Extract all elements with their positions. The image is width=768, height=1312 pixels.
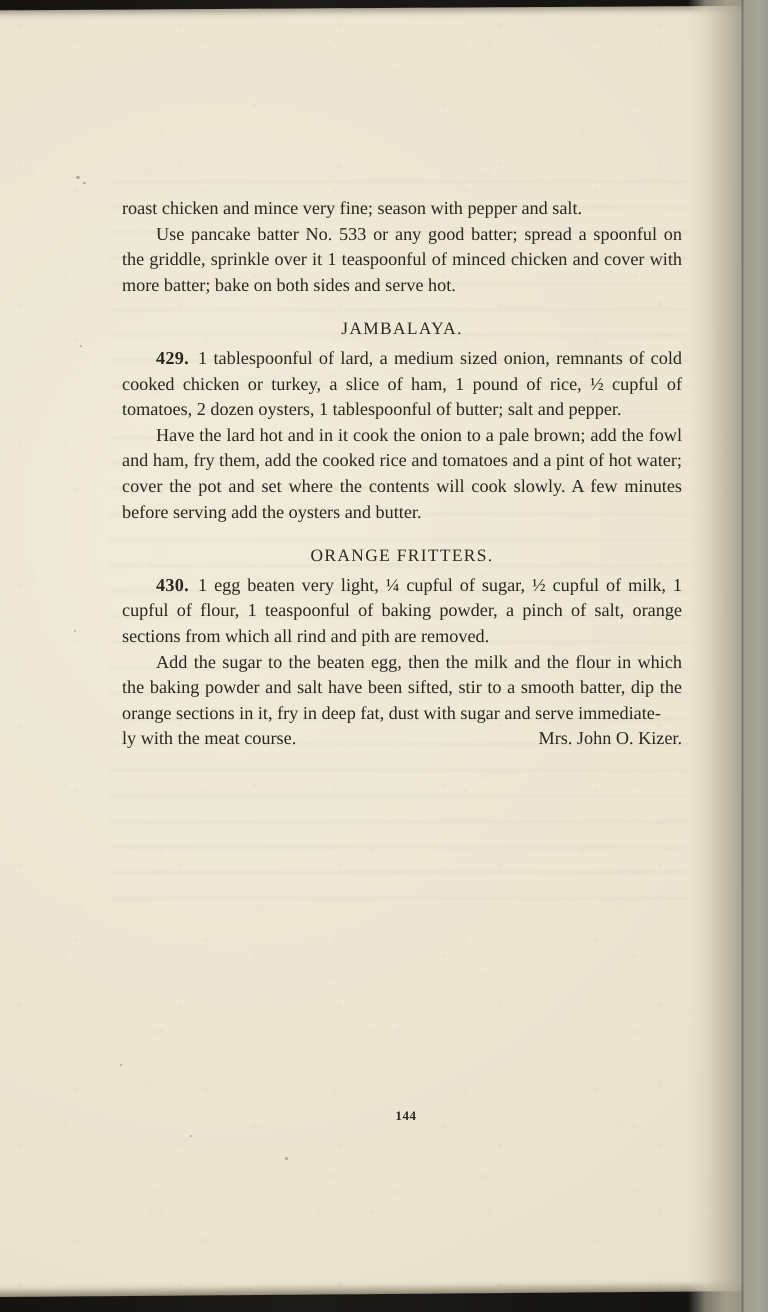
page-text-column <box>122 196 682 752</box>
continued-paragraph: roast chicken and mince very fine; season with pepper and salt. <box>122 198 583 218</box>
recipe-ingredients-jambalaya <box>122 346 682 423</box>
recipe-method-orange-fritters: Add the sugar to the beaten egg, then the milk and the flour in which the baking powder and salt have been sifted, stir to a smooth batter, dip the orange sections in it, fry in deep fat, dust with sugar and serve immediate- <box>122 651 682 723</box>
pancake-batter-paragraph: Use pancake batter No. 533 or any good batter; spread a spoonful on the griddle, sprinkle over it 1 teaspoonful of minced chicken and cover with more batter; bake on both sides and serve hot. <box>122 223 682 295</box>
recipe-ingredients-text: 1 tablespoonful of lard, a medium sized onion, remnants of cold cooked chicken or turkey, a slice of ham, 1 pound of rice, ½ cupful of tomatoes, 2 dozen oysters, 1 tablespoonful of butter; salt and pepper. <box>122 347 682 420</box>
recipe-attribution: Mrs. John O. Kizer. <box>538 728 682 749</box>
page-number: 144 <box>395 1108 417 1123</box>
recipe-method-last-line: ly with the meat course. <box>122 728 297 749</box>
recipe-number-430: 430. <box>156 574 190 595</box>
recipe-method-jambalaya: Have the lard hot and in it cook the onion to a pale brown; add the fowl and ham, fry them, add the cooked rice and tomatoes and a pint of hot water; cover the pot and set where the contents will cook slowly. A few minutes before serving add the oysters and butter. <box>122 424 682 522</box>
recipe-closing-line <box>122 726 682 752</box>
page-folio <box>0 1108 768 1124</box>
recipe-heading-orange-fritters: ORANGE FRITTERS. <box>310 545 494 566</box>
recipe-number-429: 429. <box>156 347 190 368</box>
recipe-ingredients-orange-fritters <box>122 573 682 650</box>
recipe-ingredients-text: 1 egg beaten very light, ¼ cupful of sugar, ½ cupful of milk, 1 cupful of flour, 1 teaspoonful of baking powder, a pinch of salt, orange sections from which all rind and pith are removed. <box>122 574 682 646</box>
recipe-heading-jambalaya: JAMBALAYA. <box>341 318 463 339</box>
